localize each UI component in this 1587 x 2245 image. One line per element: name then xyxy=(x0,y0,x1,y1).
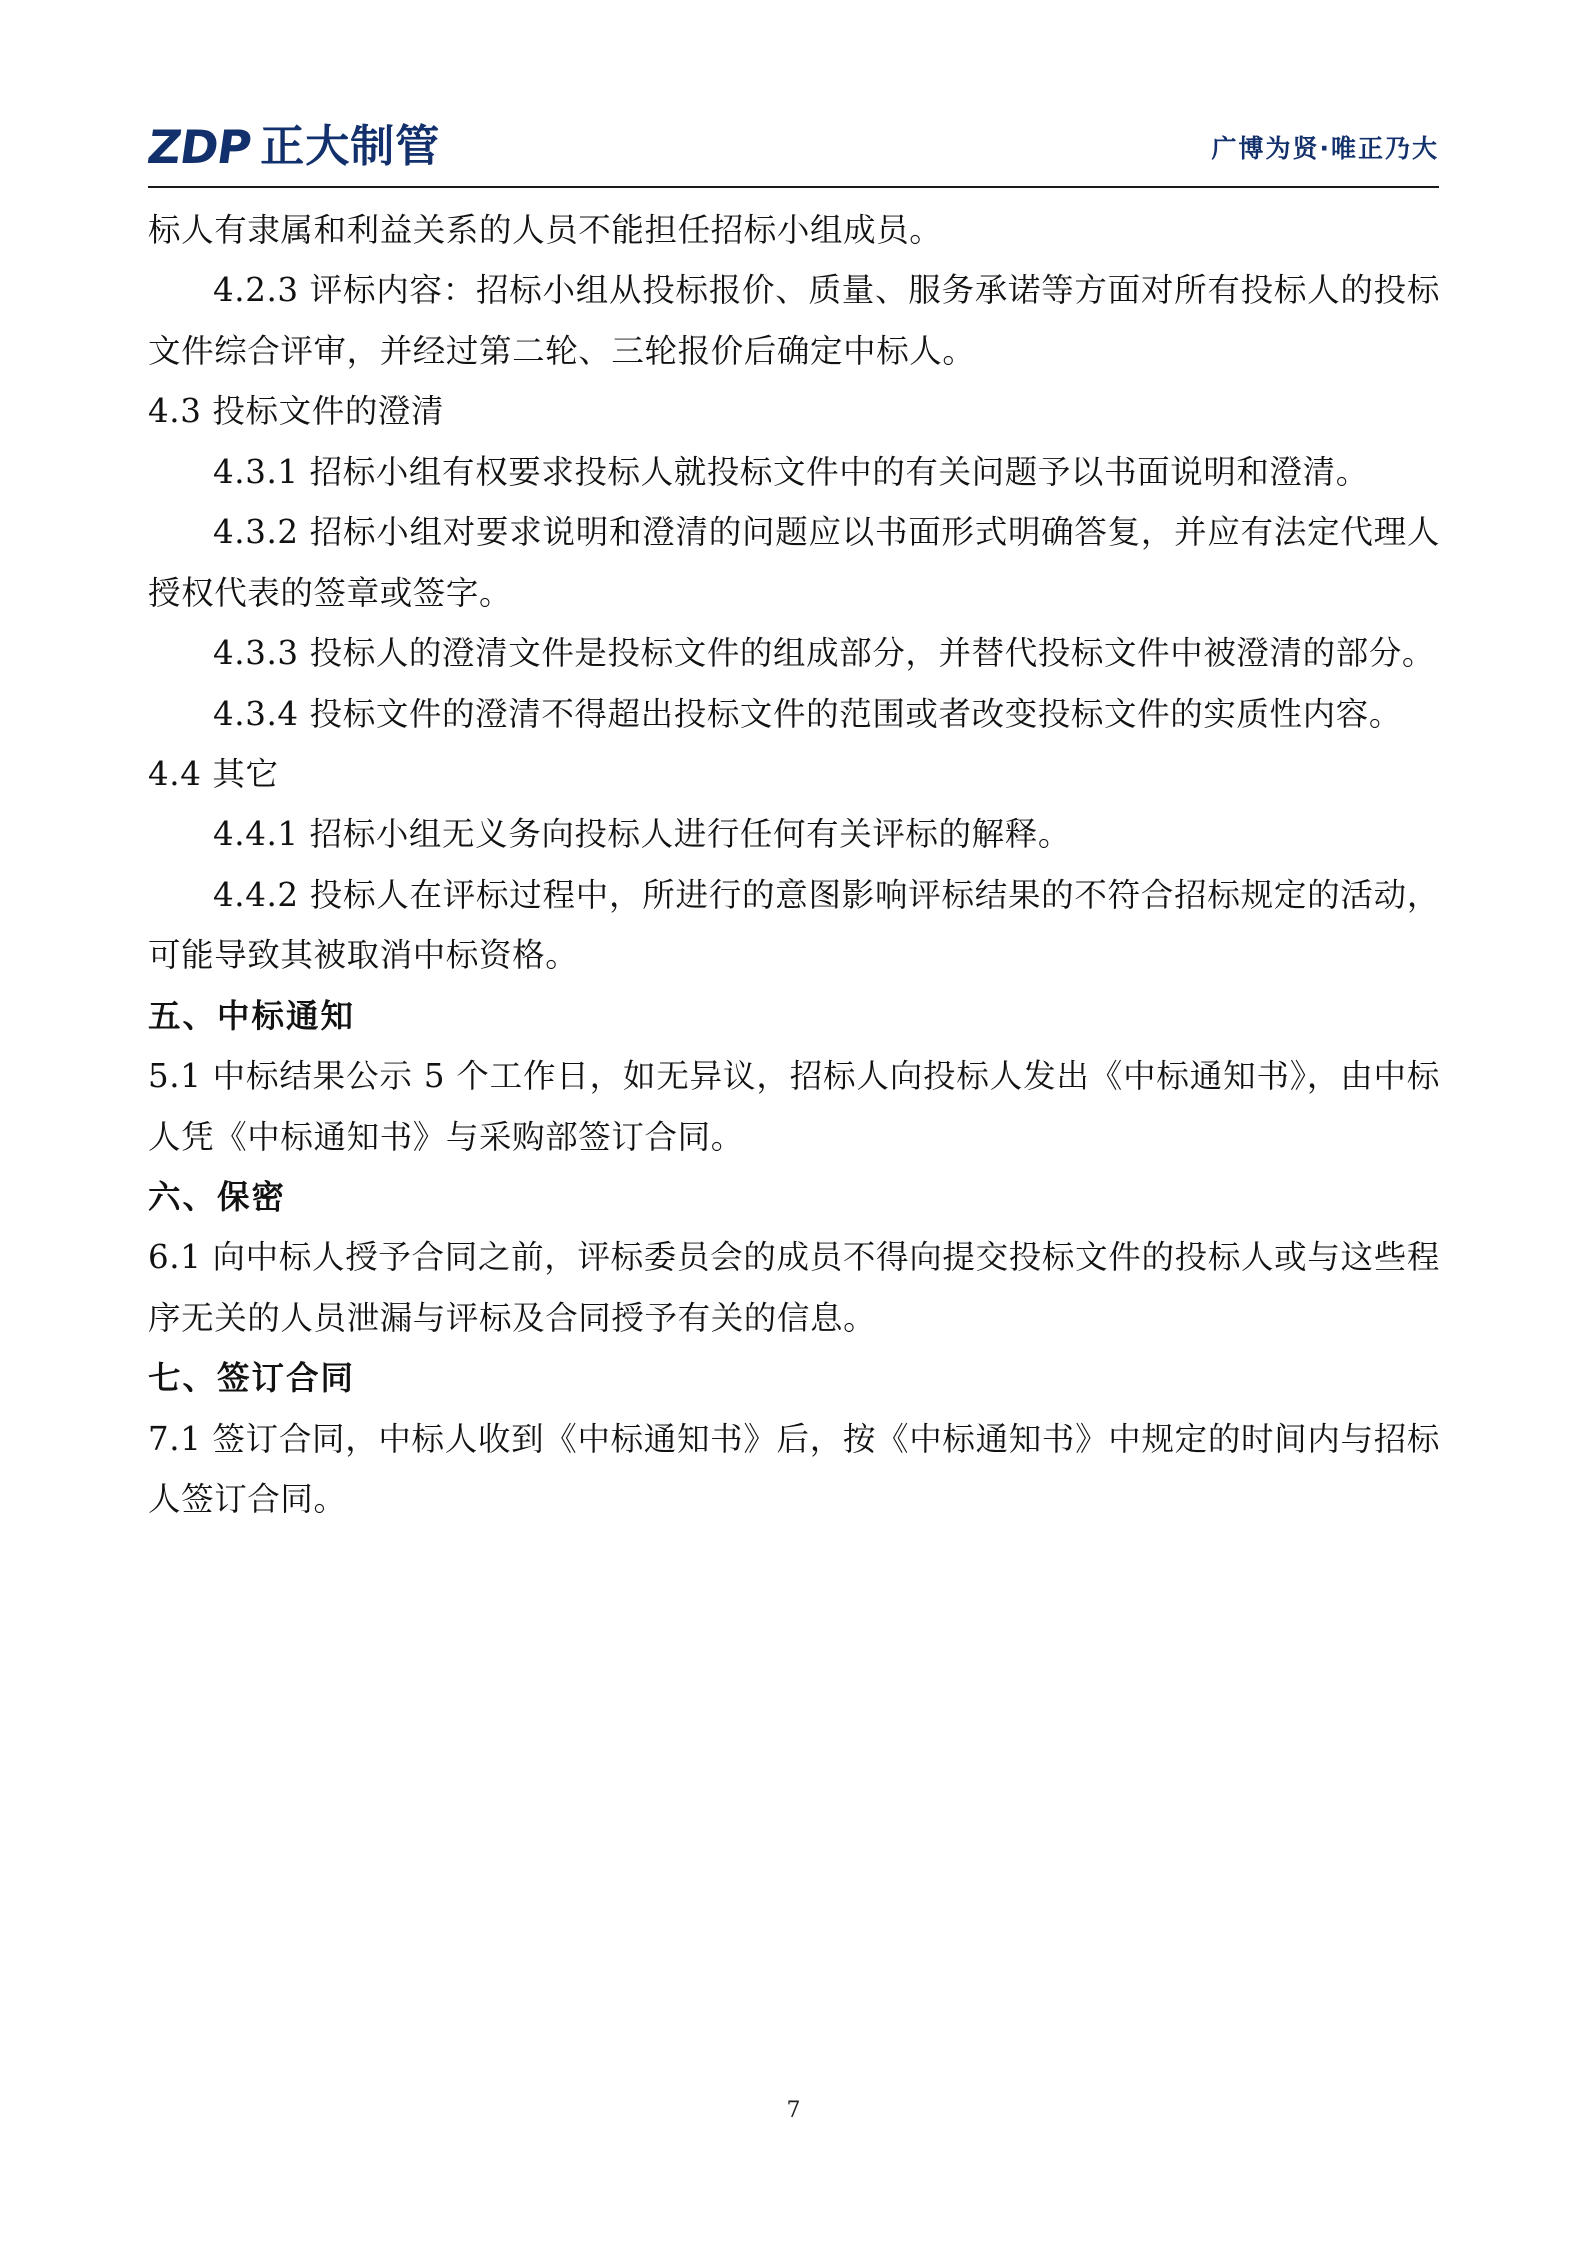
paragraph: 5.1 中标结果公示 5 个工作日，如无异议，招标人向投标人发出《中标通知书》，由中标人凭《中标通知书》与采购部签订合同。 xyxy=(148,1057,1440,1156)
company-logo xyxy=(144,120,441,174)
paragraph: 4.3 投标文件的澄清 xyxy=(148,392,445,431)
paragraph: 4.4.2 投标人在评标过程中，所进行的意图影响评标结果的不符合招标规定的活动，可能导致其被取消中标资格。 xyxy=(148,875,1440,975)
paragraph: 4.3.2 招标小组对要求说明和澄清的问题应以书面形式明确答复，并应有法定代理人授权代表的签章或签字。 xyxy=(148,513,1440,612)
page-number: 7 xyxy=(786,2098,801,2123)
section-heading: 七、签订合同 xyxy=(148,1358,356,1398)
logo-company-name: 正大制管 xyxy=(260,121,441,172)
paragraph: 7.1 签订合同，中标人收到《中标通知书》后，按《中标通知书》中规定的时间内与招标人签订合同。 xyxy=(148,1419,1440,1519)
paragraph: 4.3.3 投标人的澄清文件是投标文件的组成部分，并替代投标文件中被澄清的部分。 xyxy=(213,634,1436,673)
paragraph: 4.4.1 招标小组无义务向投标人进行任何有关评标的解释。 xyxy=(213,815,1071,854)
paragraph: 6.1 向中标人授予合同之前，评标委员会的成员不得向提交投标文件的投标人或与这些程序无关的人员泄漏与评标及合同授予有关的信息。 xyxy=(148,1238,1440,1337)
paragraph: 4.3.1 招标小组有权要求投标人就投标文件中的有关问题予以书面说明和澄清。 xyxy=(213,452,1369,491)
page-header xyxy=(144,108,1439,186)
document-body xyxy=(148,200,1440,1530)
header-divider xyxy=(148,186,1439,188)
paragraph: 4.3.4 投标文件的澄清不得超出投标文件的范围或者改变投标文件的实质性内容。 xyxy=(213,694,1402,733)
paragraph: 4.4 其它 xyxy=(148,754,279,793)
logo-mark-text: ZDP xyxy=(144,120,255,174)
company-slogan: 广博为贤·唯正乃大 xyxy=(1211,134,1439,163)
paragraph: 标人有隶属和利益关系的人员不能担任招标小组成员。 xyxy=(148,211,943,249)
section-heading: 五、中标通知 xyxy=(148,995,356,1035)
section-heading: 六、保密 xyxy=(148,1177,287,1216)
paragraph: 4.2.3 评标内容：招标小组从投标报价、质量、服务承诺等方面对所有投标人的投标文件综合评审，并经过第二轮、三轮报价后确定中标人。 xyxy=(148,271,1440,370)
